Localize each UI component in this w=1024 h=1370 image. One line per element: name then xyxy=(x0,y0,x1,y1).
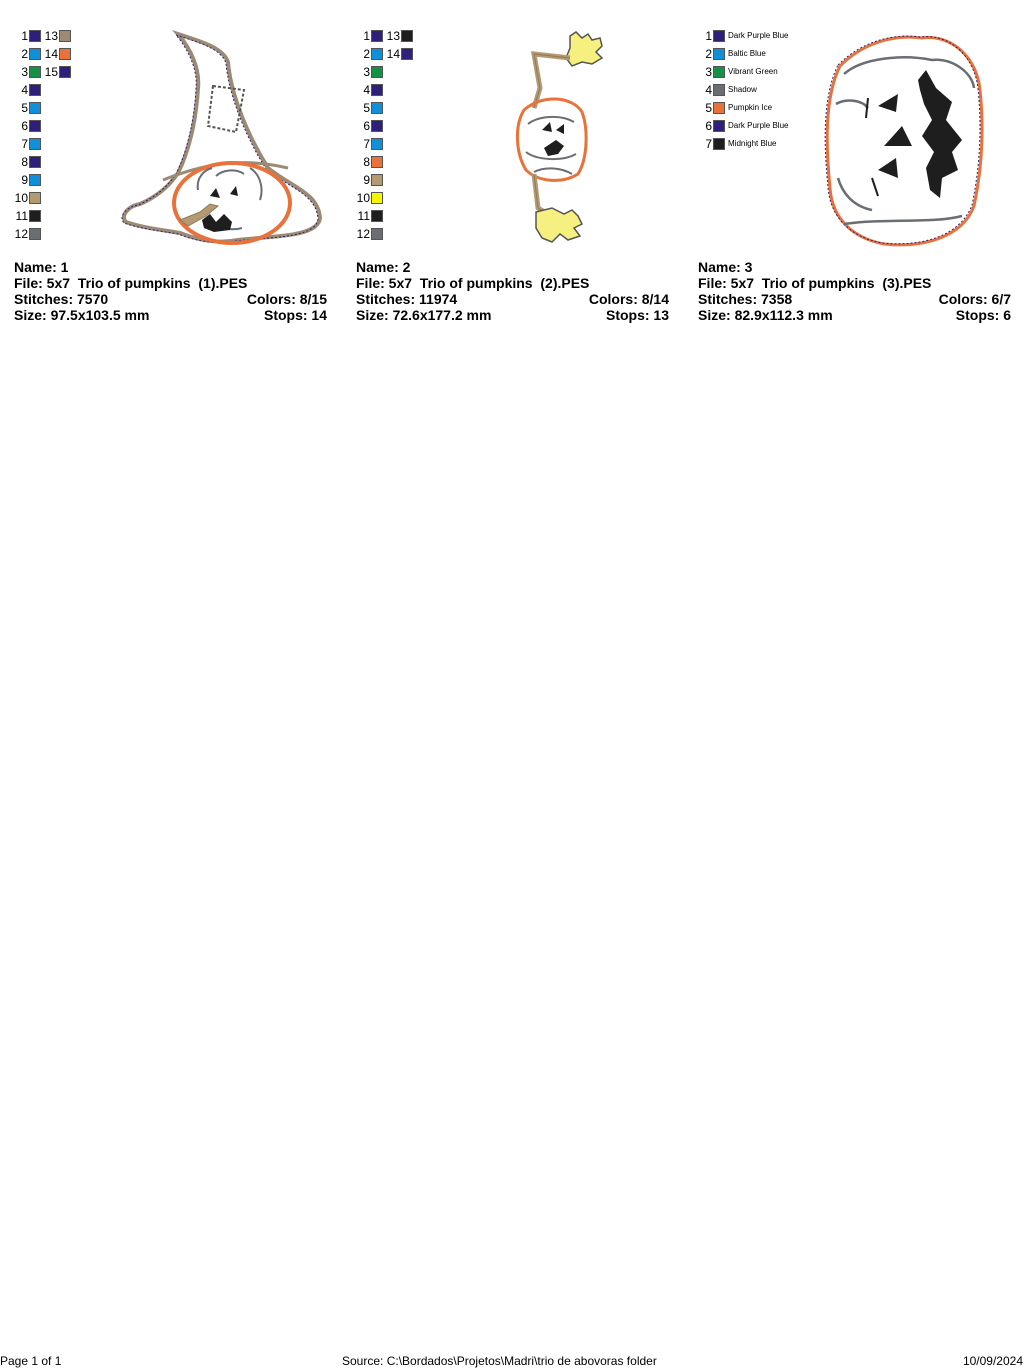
thread-color-swatch xyxy=(713,102,725,114)
design-panel-2 xyxy=(342,0,683,330)
thread-color-swatch xyxy=(371,102,383,114)
thread-row xyxy=(356,63,383,81)
thread-number: 14 xyxy=(386,47,400,61)
thread-color-swatch xyxy=(713,120,725,132)
thread-legend xyxy=(14,27,41,243)
thread-number: 3 xyxy=(21,65,28,79)
thread-row xyxy=(356,135,383,153)
thread-color-swatch xyxy=(29,138,41,150)
thread-row xyxy=(356,225,383,243)
thread-number: 2 xyxy=(21,47,28,61)
thread-number: 5 xyxy=(705,101,712,115)
design-file: File: 5x7 Trio of pumpkins (1).PES xyxy=(14,275,248,291)
thread-number: 7 xyxy=(705,137,712,151)
thread-number: 13 xyxy=(44,29,58,43)
thread-legend xyxy=(356,27,383,243)
design-size: Size: 82.9x112.3 mm xyxy=(698,307,833,323)
design-panel-3 xyxy=(684,0,1024,330)
thread-row xyxy=(14,99,41,117)
thread-row xyxy=(14,225,41,243)
thread-row xyxy=(356,45,383,63)
thread-number: 15 xyxy=(44,65,58,79)
thread-color-swatch xyxy=(371,120,383,132)
thread-name: Dark Purple Blue xyxy=(728,31,789,40)
thread-color-swatch xyxy=(371,30,383,42)
thread-color-swatch xyxy=(371,48,383,60)
thread-number: 2 xyxy=(705,47,712,61)
thread-color-swatch xyxy=(713,30,725,42)
design-name: Name: 3 xyxy=(698,259,753,275)
thread-number: 6 xyxy=(363,119,370,133)
thread-color-swatch xyxy=(29,156,41,168)
thread-number: 8 xyxy=(21,155,28,169)
design-info xyxy=(14,259,327,323)
thread-color-swatch xyxy=(29,30,41,42)
thread-number: 12 xyxy=(356,227,370,241)
thread-number: 1 xyxy=(705,29,712,43)
thread-legend-extra xyxy=(44,27,71,81)
thread-number: 1 xyxy=(21,29,28,43)
thread-legend-extra xyxy=(386,27,413,63)
thread-row xyxy=(44,45,71,63)
thread-row xyxy=(14,153,41,171)
thread-row xyxy=(386,45,413,63)
thread-color-swatch xyxy=(713,138,725,150)
thread-row xyxy=(356,189,383,207)
thread-row xyxy=(698,117,788,135)
thread-color-swatch xyxy=(713,84,725,96)
thread-number: 4 xyxy=(21,83,28,97)
thread-number: 3 xyxy=(705,65,712,79)
thread-number: 6 xyxy=(705,119,712,133)
thread-number: 3 xyxy=(363,65,370,79)
thread-row xyxy=(14,135,41,153)
hanging-pumpkin-design xyxy=(512,28,612,250)
thread-color-swatch xyxy=(401,48,413,60)
thread-row xyxy=(698,135,788,153)
thread-number: 13 xyxy=(386,29,400,43)
design-panel-1 xyxy=(0,0,341,330)
thread-number: 7 xyxy=(21,137,28,151)
thread-row xyxy=(14,171,41,189)
thread-row xyxy=(356,171,383,189)
thread-number: 1 xyxy=(363,29,370,43)
print-date: 10/09/2024 xyxy=(962,1354,1023,1368)
thread-color-swatch xyxy=(371,192,383,204)
thread-color-swatch xyxy=(29,228,41,240)
thread-row xyxy=(698,81,788,99)
thread-row xyxy=(386,27,413,45)
thread-row xyxy=(44,27,71,45)
design-file: File: 5x7 Trio of pumpkins (3).PES xyxy=(698,275,932,291)
thread-name: Dark Purple Blue xyxy=(728,121,789,130)
thread-color-swatch xyxy=(29,192,41,204)
thread-number: 7 xyxy=(363,137,370,151)
source-path: Source: C:\Bordados\Projetos\Madri\trio de abovoras folder xyxy=(342,1354,657,1368)
thread-row xyxy=(698,99,788,117)
thread-row xyxy=(356,81,383,99)
thread-color-swatch xyxy=(29,66,41,78)
color-count: Colors: 8/14 xyxy=(588,291,669,307)
thread-color-swatch xyxy=(29,84,41,96)
thread-row xyxy=(14,45,41,63)
thread-row xyxy=(14,27,41,45)
thread-number: 14 xyxy=(44,47,58,61)
thread-number: 5 xyxy=(21,101,28,115)
thread-name: Midnight Blue xyxy=(728,139,777,148)
thread-row xyxy=(356,27,383,45)
thread-number: 9 xyxy=(21,173,28,187)
thread-row xyxy=(356,99,383,117)
thread-color-swatch xyxy=(29,210,41,222)
witch-hat-pumpkin-design xyxy=(118,28,328,250)
thread-row xyxy=(14,63,41,81)
thread-number: 5 xyxy=(363,101,370,115)
thread-color-swatch xyxy=(29,102,41,114)
stitch-count: Stitches: 7570 xyxy=(14,291,109,307)
thread-color-swatch xyxy=(29,174,41,186)
stitch-count: Stitches: 11974 xyxy=(356,291,458,307)
thread-number: 8 xyxy=(363,155,370,169)
thread-row xyxy=(356,153,383,171)
design-file: File: 5x7 Trio of pumpkins (2).PES xyxy=(356,275,590,291)
thread-row xyxy=(14,117,41,135)
thread-color-swatch xyxy=(371,228,383,240)
thread-row xyxy=(44,63,71,81)
design-name: Name: 1 xyxy=(14,259,69,275)
color-count: Colors: 8/15 xyxy=(246,291,327,307)
thread-name: Baltic Blue xyxy=(728,49,766,58)
design-size: Size: 72.6x177.2 mm xyxy=(356,307,492,323)
thread-color-swatch xyxy=(371,138,383,150)
stop-count: Stops: 6 xyxy=(955,307,1011,323)
design-info xyxy=(356,259,669,323)
thread-color-swatch xyxy=(59,48,71,60)
thread-number: 6 xyxy=(21,119,28,133)
thread-color-swatch xyxy=(371,210,383,222)
stitch-count: Stitches: 7358 xyxy=(698,291,793,307)
stop-count: Stops: 14 xyxy=(263,307,327,323)
thread-number: 10 xyxy=(356,191,370,205)
thread-color-swatch xyxy=(713,66,725,78)
thread-color-swatch xyxy=(371,66,383,78)
thread-number: 11 xyxy=(15,209,28,223)
color-count: Colors: 6/7 xyxy=(938,291,1011,307)
thread-color-swatch xyxy=(713,48,725,60)
thread-color-swatch xyxy=(401,30,413,42)
thread-color-swatch xyxy=(371,156,383,168)
thread-row xyxy=(698,63,788,81)
stop-count: Stops: 13 xyxy=(605,307,669,323)
thread-color-swatch xyxy=(371,174,383,186)
thread-name: Vibrant Green xyxy=(728,67,778,76)
thread-number: 12 xyxy=(14,227,28,241)
thread-color-swatch xyxy=(59,30,71,42)
thread-number: 11 xyxy=(357,209,370,223)
thread-number: 10 xyxy=(14,191,28,205)
jack-o-lantern-design xyxy=(822,28,992,250)
thread-number: 4 xyxy=(705,83,712,97)
page-number: Page 1 of 1 xyxy=(0,1354,62,1368)
design-info xyxy=(698,259,1011,323)
thread-number: 2 xyxy=(363,47,370,61)
thread-number: 4 xyxy=(363,83,370,97)
design-name: Name: 2 xyxy=(356,259,411,275)
thread-number: 9 xyxy=(363,173,370,187)
thread-row xyxy=(14,81,41,99)
thread-row xyxy=(698,27,788,45)
thread-color-swatch xyxy=(29,48,41,60)
thread-name: Pumpkin Ice xyxy=(728,103,773,112)
thread-row xyxy=(356,117,383,135)
thread-row xyxy=(14,189,41,207)
design-size: Size: 97.5x103.5 mm xyxy=(14,307,150,323)
thread-row xyxy=(698,45,788,63)
thread-color-swatch xyxy=(371,84,383,96)
thread-row xyxy=(356,207,383,225)
thread-name: Shadow xyxy=(728,85,757,94)
thread-row xyxy=(14,207,41,225)
thread-legend-named xyxy=(698,27,788,153)
thread-color-swatch xyxy=(29,120,41,132)
thread-color-swatch xyxy=(59,66,71,78)
